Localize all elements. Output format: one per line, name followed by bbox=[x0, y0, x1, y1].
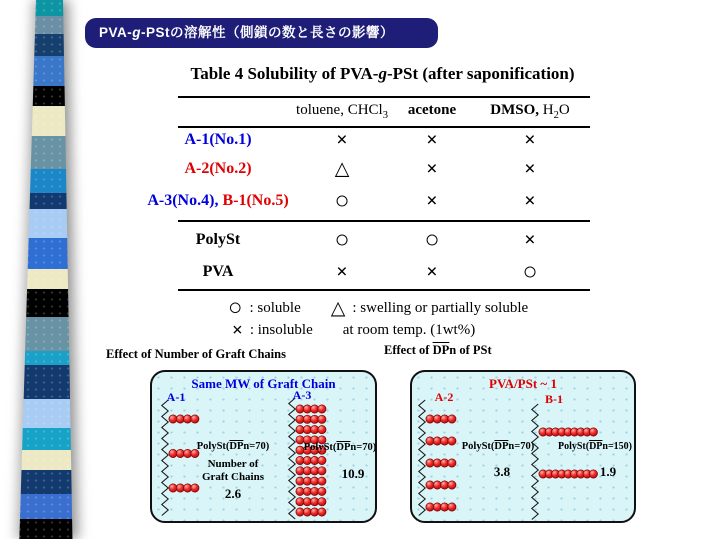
solubility-x-symbol: × bbox=[336, 261, 348, 283]
a1-chain-count-value: 2.6 bbox=[224, 486, 242, 501]
text-part: n of PSt bbox=[449, 343, 492, 357]
pva-backbone-zigzag bbox=[532, 404, 538, 520]
ribbon-segment bbox=[0, 16, 90, 34]
solubility-circle-symbol: ○ bbox=[334, 226, 350, 254]
table-rule bbox=[178, 289, 590, 291]
left-diagram-heading bbox=[106, 347, 286, 362]
text-part: n=70) bbox=[508, 441, 535, 452]
table-rule bbox=[178, 220, 590, 222]
pst-bead bbox=[589, 428, 597, 436]
text-part: PVA bbox=[202, 263, 234, 280]
solubility-x-symbol: × bbox=[426, 158, 438, 180]
row-label bbox=[118, 192, 318, 210]
row-label bbox=[118, 160, 318, 178]
decorative-ribbon bbox=[0, 0, 90, 539]
b1-polyst-annotation bbox=[552, 441, 638, 452]
pst-bead bbox=[318, 405, 326, 413]
polymer-label-a3: A-3 bbox=[292, 388, 312, 402]
a1-polyst-annotation bbox=[190, 441, 276, 452]
pst-bead bbox=[318, 415, 326, 423]
ribbon-segment bbox=[0, 34, 90, 56]
text-part: $\overline{DP}$ bbox=[589, 441, 603, 452]
ribbon-segment bbox=[0, 0, 90, 16]
ribbon-segment bbox=[0, 193, 90, 209]
polymer-label-a2: A-2 bbox=[434, 390, 454, 404]
solubility-x-symbol: × bbox=[524, 158, 536, 180]
swelling-label: : swelling or partially soluble bbox=[352, 299, 529, 316]
text-part: $\overline{DP}$ bbox=[432, 343, 450, 357]
text-part: 3 bbox=[382, 110, 388, 121]
ribbon-segment bbox=[0, 56, 90, 86]
text-part: H bbox=[539, 102, 554, 118]
pst-bead bbox=[318, 498, 326, 506]
a2-polyst-annotation bbox=[454, 441, 542, 452]
insoluble-x-icon: × bbox=[232, 320, 243, 341]
text-part: Effect of Number of Graft Chains bbox=[106, 347, 286, 361]
graft-chains-label: Graft Chains bbox=[201, 471, 265, 483]
text-part: PolySt( bbox=[196, 441, 230, 452]
text-part: Effect of bbox=[384, 343, 433, 357]
left-box-title: Same MW of Graft Chain bbox=[191, 376, 336, 391]
pva-backbone-zigzag bbox=[419, 400, 425, 516]
ribbon-segment bbox=[0, 399, 90, 428]
solubility-triangle-symbol: △ bbox=[334, 158, 350, 180]
swelling-triangle-icon: △ bbox=[330, 297, 346, 319]
ribbon-segment bbox=[0, 470, 90, 494]
text-part: -PStの溶解性（側鎖の数と長さの影響） bbox=[141, 25, 395, 40]
legend-line-1 bbox=[228, 296, 528, 320]
pst-bead bbox=[318, 477, 326, 485]
ribbon-segment bbox=[0, 86, 90, 106]
solubility-x-symbol: × bbox=[426, 129, 438, 151]
ribbon-segment bbox=[0, 136, 90, 169]
text-part: n=70) bbox=[350, 442, 377, 453]
ribbon-segment bbox=[0, 238, 90, 269]
column-header bbox=[408, 102, 456, 119]
pst-bead bbox=[448, 481, 456, 489]
solubility-x-symbol: × bbox=[524, 229, 536, 251]
pst-bead bbox=[448, 459, 456, 467]
text-part: $\overline{DP}$ bbox=[336, 442, 351, 453]
pst-bead bbox=[318, 487, 326, 495]
left-diagram-box bbox=[150, 370, 377, 523]
text-part: PolySt( bbox=[461, 441, 495, 452]
legend-note: at room temp. (1wt%) bbox=[342, 322, 476, 338]
text-part: O bbox=[558, 102, 570, 118]
polymer-label-a1: A-1 bbox=[166, 390, 186, 404]
solubility-x-symbol: × bbox=[336, 129, 348, 151]
ribbon-strip bbox=[0, 0, 90, 539]
row-label bbox=[118, 263, 318, 281]
number-of-label: Number of bbox=[207, 458, 259, 470]
ribbon-segment bbox=[0, 365, 90, 399]
polymer-label-b1: B-1 bbox=[545, 392, 563, 406]
ribbon-segment bbox=[0, 106, 90, 136]
row-label bbox=[118, 231, 318, 249]
text-part: toluene, CHCl bbox=[296, 102, 383, 118]
ribbon-segment bbox=[0, 289, 90, 317]
solubility-x-symbol: × bbox=[524, 190, 536, 212]
pst-bead bbox=[448, 503, 456, 511]
text-part: -PSt (after saponification) bbox=[386, 64, 575, 83]
right-diagram-box bbox=[410, 370, 636, 523]
a3-chain-count-value: 10.9 bbox=[341, 466, 365, 481]
solubility-x-symbol: × bbox=[524, 129, 536, 151]
right-diagram-heading bbox=[384, 343, 492, 358]
text-part: PolySt bbox=[195, 231, 241, 248]
pst-bead bbox=[318, 456, 326, 464]
solubility-circle-symbol: ○ bbox=[522, 258, 538, 286]
text-part: A-2(No.2) bbox=[184, 160, 252, 177]
text-part: PVA- bbox=[99, 25, 133, 40]
text-part: g bbox=[132, 25, 142, 40]
text-part: Table 4 Solubility of PVA- bbox=[190, 64, 379, 83]
ribbon-segment bbox=[0, 317, 90, 351]
text-part: B-1(No.5) bbox=[222, 192, 289, 209]
text-part: $\overline{DP}$ bbox=[494, 441, 509, 452]
legend-line-2 bbox=[232, 321, 475, 340]
solubility-x-symbol: × bbox=[426, 190, 438, 212]
column-header bbox=[296, 102, 388, 121]
pst-bead bbox=[448, 415, 456, 423]
ribbon-segment bbox=[0, 519, 90, 539]
pst-bead bbox=[318, 467, 326, 475]
ribbon-segment bbox=[0, 428, 90, 450]
text-part: g bbox=[378, 64, 387, 83]
pva-backbone-zigzag bbox=[289, 398, 295, 519]
soluble-label: : soluble bbox=[249, 299, 301, 316]
solubility-circle-symbol: ○ bbox=[334, 187, 350, 215]
insoluble-label: : insoluble bbox=[249, 322, 313, 338]
ribbon-segment bbox=[0, 351, 90, 365]
text-part: DMSO, bbox=[490, 102, 540, 118]
text-part: PolySt( bbox=[557, 441, 590, 452]
text-part: n=70) bbox=[243, 441, 270, 452]
solubility-table bbox=[147, 96, 590, 296]
a3-polyst-annotation bbox=[298, 442, 382, 453]
text-part: A-1(No.1) bbox=[184, 131, 252, 148]
table-title bbox=[160, 64, 605, 84]
solubility-x-symbol: × bbox=[426, 261, 438, 283]
text-part: n=150) bbox=[602, 441, 633, 452]
text-part: A-3(No.4), bbox=[147, 192, 223, 209]
ribbon-segment bbox=[0, 269, 90, 289]
ribbon-segment bbox=[0, 450, 90, 470]
ribbon-segment bbox=[0, 169, 90, 193]
ribbon-segment bbox=[0, 209, 90, 238]
text-part: acetone bbox=[407, 102, 457, 118]
pst-bead bbox=[191, 415, 199, 423]
text-part: PolySt( bbox=[303, 442, 337, 453]
right-box-title: PVA/PSt ~ 1 bbox=[489, 376, 557, 391]
pst-bead bbox=[318, 508, 326, 516]
pst-bead bbox=[318, 426, 326, 434]
b1-chain-count-value: 1.9 bbox=[599, 464, 617, 479]
table-rule bbox=[178, 96, 590, 98]
a2-chain-count-value: 3.8 bbox=[493, 464, 511, 479]
pva-backbone-zigzag bbox=[162, 400, 168, 516]
text-part: $\overline{DP}$ bbox=[229, 441, 244, 452]
table-rule bbox=[178, 126, 590, 128]
column-header bbox=[490, 102, 569, 121]
soluble-circle-icon: ○ bbox=[228, 295, 243, 321]
slide-title-banner bbox=[85, 18, 438, 48]
row-label bbox=[118, 131, 318, 149]
solubility-circle-symbol: ○ bbox=[424, 226, 440, 254]
ribbon-segment bbox=[0, 494, 90, 519]
text-part: 2 bbox=[553, 110, 559, 121]
